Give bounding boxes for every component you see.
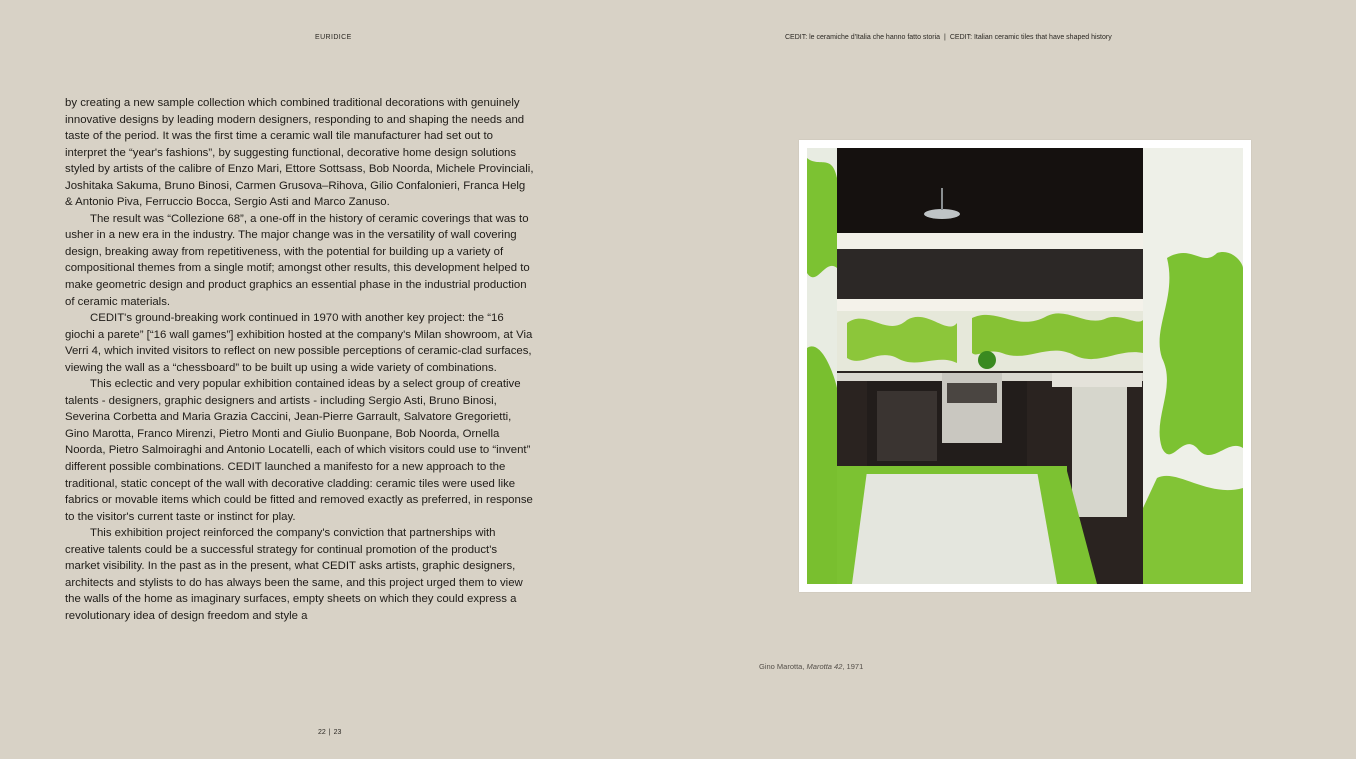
- running-header-italian: CEDIT: le ceramiche d'Italia che hanno fatto storia: [785, 34, 941, 41]
- kitchen-photograph: [799, 140, 1251, 592]
- running-header-left: EURIDICE: [315, 34, 352, 41]
- ceiling: [837, 148, 1143, 233]
- running-header-english: CEDIT: Italian ceramic tiles that have shaped history: [949, 34, 1112, 41]
- lamp-cord: [941, 188, 943, 210]
- stove-window: [947, 383, 997, 403]
- paragraph-4: This eclectic and very popular exhibition contained ideas by a select group of creative talents - designers, graphic designers and artists - including Sergio Asti, Bruno Binosi, Severina Corbetta and Maria Grazia Caccini, Jean-Pierre Garrault, Salvatore Gregorietti, Gino Marotta, Franco Mirenzi, Pietro Monti and Giulio Buonpane, Bob Noorda, Ornella Noorda, Pietro Salmoiraghi and Antonio Locatelli, each of which visitors could use to “invent” different possible combinations. CEDIT launched a manifesto for a new approach to the traditional, static concept of the wall with decorative cladding: ceramic tiles were used like fabrics or movable items which could be fitted and removed exactly as preferred, in response to the visitor's current taste or instinct for play.: [65, 378, 533, 523]
- paragraph-2: The result was “Collezione 68”, a one-off in the history of ceramic coverings that was to usher in a new era in the industry. The major change was in the versatility of wall covering design, breaking away from repetitiveness, with the potential for building up a variety of compositional themes from a single motif; amongst other results, this development helped to make geometric design and product graphics an essential phase in the industrial production of ceramic materials.: [65, 212, 530, 308]
- caption-work-title: Marotta 42: [806, 662, 843, 671]
- figure-caption: [759, 662, 863, 671]
- shelf: [837, 299, 1143, 311]
- page-number-right: 23: [333, 729, 342, 736]
- paragraph-3: CEDIT's ground-breaking work continued in 1970 with another key project: the “16 giochi a parete” [“16 wall games”] exhibition hosted at the company's Milan showroom, at Via Verri 4, which invited visitors to reflect on new possible perceptions of ceramic-clad surfaces, viewing the wall as a “chessboard” to be built up using a wide variety of combinations.: [65, 312, 533, 374]
- floor-border: [837, 466, 1067, 474]
- left-wall-pattern-top: [807, 158, 837, 277]
- right-wall-pattern: [1160, 252, 1243, 455]
- oven-door: [877, 391, 937, 461]
- page-numbers: [318, 729, 341, 736]
- paragraph-5: This exhibition project reinforced the company's conviction that partnerships with creative talents could be a successful strategy for continual promotion of the product's market visibility. In the past as in the present, what CEDIT asks artists, graphic designers, architects and stylists to do has always been the same, and this project urged them to view the walls of the home as imaginary surfaces, empty sheets on which they could express a revolutionary idea of design freedom and style a: [65, 527, 523, 622]
- pendant-lamp: [924, 209, 960, 219]
- caption-year: , 1971: [842, 662, 864, 671]
- fridge-panel: [1072, 387, 1127, 517]
- green-kettle: [978, 351, 996, 369]
- body-text: [65, 95, 535, 625]
- floor: [837, 471, 1067, 584]
- header-separator: |: [944, 34, 946, 41]
- side-counter: [1052, 373, 1142, 387]
- running-header-right: [785, 34, 1112, 41]
- page-number-left: 22: [318, 729, 326, 736]
- paragraph-1: by creating a new sample collection which combined traditional decorations with genuinely innovative designs by leading modern designers, responding to and shaping the needs and taste of the period. It was the first time a ceramic wall tile manufacturer had set out to interpret the “year's fashions”, by suggesting functional, decorative home design solutions styled by artists of the calibre of Enzo Mari, Ettore Sottsass, Bob Noorda, Michele Provinciali, Joshitaka Sakuma, Bruno Binosi, Carmen Grusova–Rihova, Gilio Confalonieri, Franca Helg & Antonio Piva, Ferruccio Bocca, Sergio Asti and Marco Zanuso.: [65, 97, 534, 209]
- left-wall-pattern-bottom: [807, 346, 837, 584]
- kitchen-illustration: [807, 148, 1243, 584]
- page-number-separator: |: [328, 729, 331, 736]
- light-strip: [837, 233, 1143, 249]
- upper-cabinets: [837, 249, 1143, 299]
- caption-artist: Gino Marotta,: [759, 662, 807, 671]
- right-wall-pattern-bottom: [1143, 476, 1243, 584]
